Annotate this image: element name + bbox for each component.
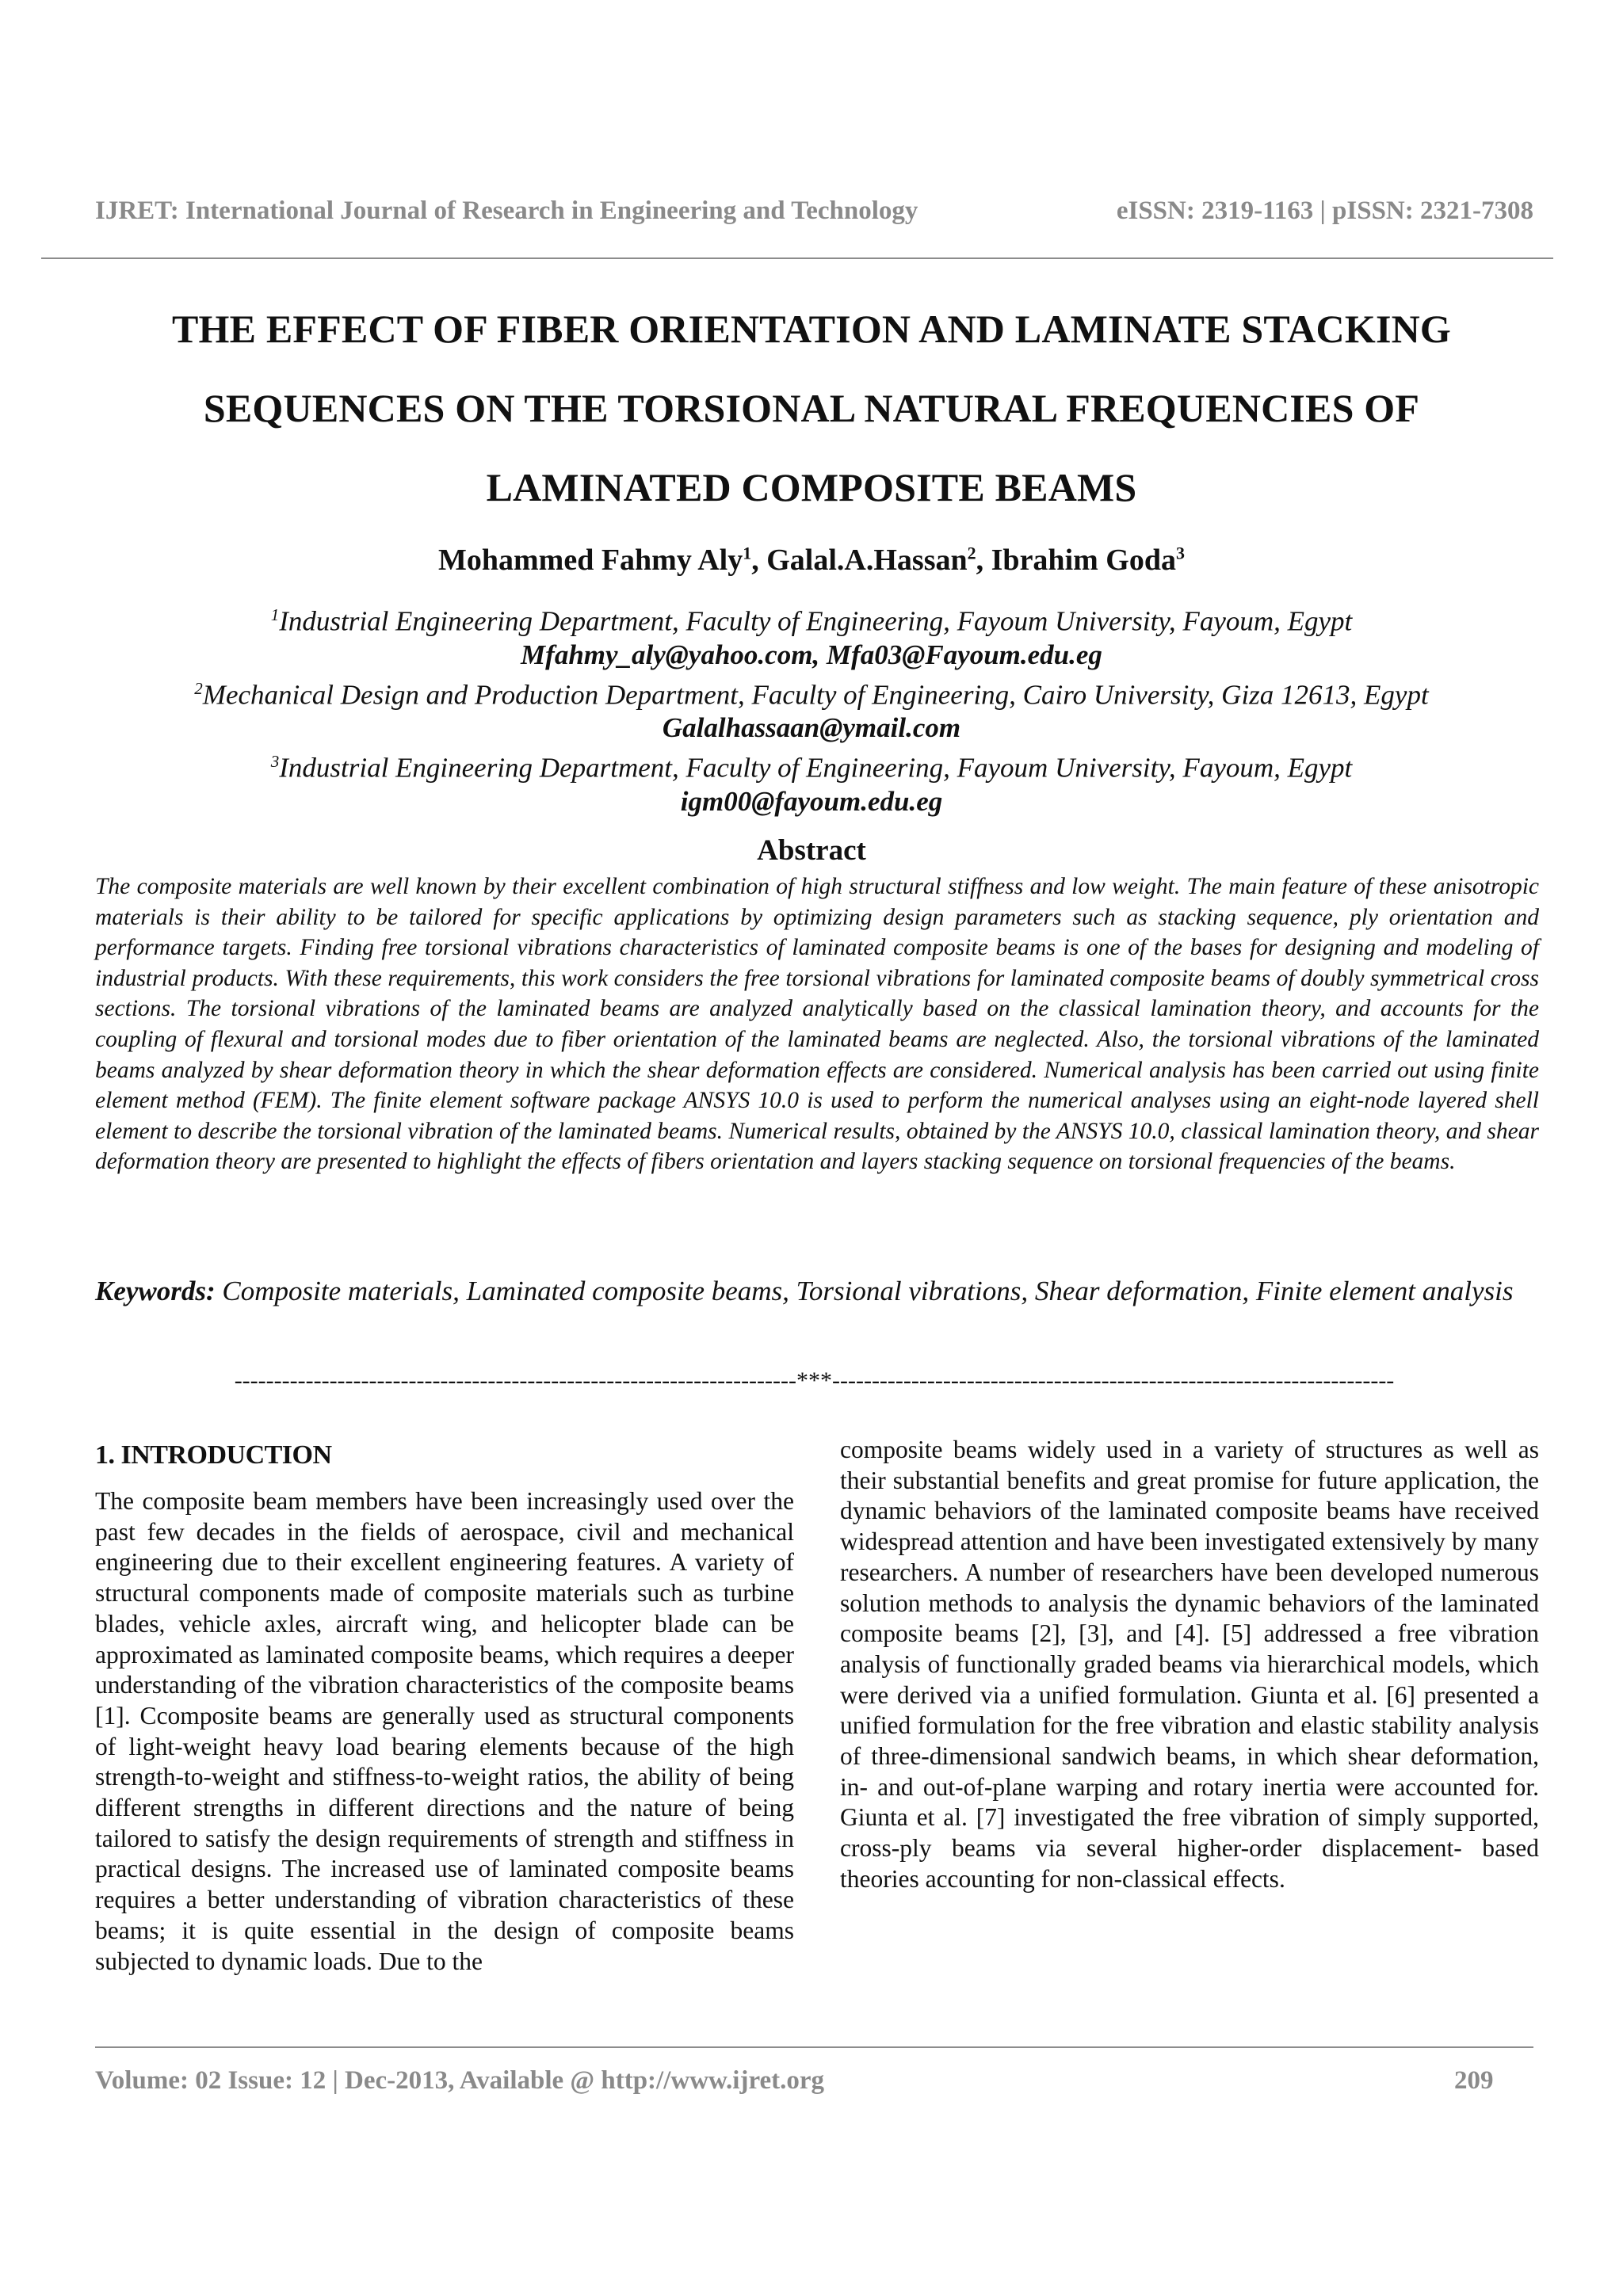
author-name: Galal.A.Hassan bbox=[766, 543, 968, 577]
title-line-1: THE EFFECT OF FIBER ORIENTATION AND LAMINATE STACKING bbox=[171, 307, 1452, 351]
introduction-text-right: composite beams widely used in a variety of structures as well as their substantial benefits and great promise for future application, the dynamic behaviors of the laminated composite beams have received widespread attention and have been investigated extensively by many researchers. A number of researchers have been developed numerous solution methods to analysis the dynamic behaviors of the laminated composite beams [2], [3], and [4]. [5] addressed a free vibration analysis of functionally graded beams via hierarchical models, which were derived via a unified formulation. Giunta et al. [6] presented a unified formulation for the free vibration and elastic stability analysis of three-dimensional sandwich beams, in which shear deformation, in- and out-of-plane warping and rotary inertia were accounted for. Giunta et al. [7] investigated the free vibration of simply supported, cross-ply beams via several higher-order displacement- based theories accounting for non-classical effects. bbox=[840, 1436, 1539, 1893]
author-list bbox=[79, 543, 1544, 578]
affiliation-text: Industrial Engineering Department, Faculty of Engineering, Fayoum University, Fayoum, Egypt bbox=[279, 752, 1353, 784]
author-affiliation-marker: 3 bbox=[1175, 543, 1185, 563]
author-affiliation-marker: 2 bbox=[967, 543, 976, 563]
footer-divider bbox=[95, 2046, 1533, 2048]
affiliation-text: Industrial Engineering Department, Faculty of Engineering, Fayoum University, Fayoum, Egypt bbox=[279, 605, 1353, 637]
keywords-text: Composite materials, Laminated composite beams, Torsional vibrations, Shear deformation, Finite element analysis bbox=[222, 1276, 1514, 1306]
affiliation-marker: 2 bbox=[194, 678, 203, 698]
affiliation-marker: 1 bbox=[270, 605, 280, 624]
abstract-text: The composite materials are well known by their excellent combination of high structural stiffness and low weight. The main feature of these anisotropic materials is their ability to be tailored for specific applications by optimizing design parameters such as stacking sequence, ply orientation and performance targets. Finding free torsional vibrations characteristics of laminated composite beams is one of the bases for designing and modeling of industrial products. With these requirements, this work considers the free torsional vibrations for laminated composite beams of doubly symmetrical cross sections. The torsional vibrations of the laminated beams are analyzed analytically based on the classical lamination theory, and accounts for the coupling of flexural and torsional modes due to fiber orientation of the laminated beams are neglected. Also, the torsional vibrations of the laminated beams analyzed by shear deformation theory in which the shear deformation effects are considered. Numerical analysis has been carried out using finite element method (FEM). The finite element software package ANSYS 10.0 is used to perform the numerical analyses using an eight-node layered shell element to describe the torsional vibration of the laminated beams. Numerical results, obtained by the ANSYS 10.0, classical lamination theory, and shear deformation theory are presented to highlight the effects of fibers orientation and layers stacking sequence on torsional frequencies of the beams. bbox=[95, 874, 1539, 1175]
abstract-body bbox=[95, 871, 1539, 1177]
title-line-3: LAMINATED COMPOSITE BEAMS bbox=[486, 465, 1137, 509]
author-separator: , bbox=[976, 543, 991, 577]
page-number: 209 bbox=[1454, 2066, 1494, 2095]
affiliations bbox=[79, 598, 1544, 818]
header-divider bbox=[41, 257, 1553, 259]
affiliation-marker: 3 bbox=[270, 752, 280, 772]
paper-title bbox=[79, 289, 1544, 527]
left-column bbox=[95, 1440, 794, 1977]
affiliation-2-email: Galalhassaan@ymail.com bbox=[662, 712, 961, 744]
volume-info: Volume: 02 Issue: 12 | Dec-2013, Available @ http://www.ijret.org bbox=[95, 2066, 825, 2095]
keywords-label: Keywords: bbox=[95, 1276, 216, 1306]
right-column bbox=[840, 1435, 1539, 1895]
author-name: Mohammed Fahmy Aly bbox=[438, 543, 743, 577]
abstract-heading: Abstract bbox=[757, 834, 866, 867]
issn-info: eISSN: 2319-1163 | pISSN: 2321-7308 bbox=[1116, 196, 1533, 225]
affiliation-1 bbox=[79, 598, 1544, 639]
author-name: Ibrahim Goda bbox=[991, 543, 1176, 577]
affiliation-2 bbox=[79, 672, 1544, 712]
affiliation-1-email: Mfahmy_aly@yahoo.com, Mfa03@Fayoum.edu.eg bbox=[521, 639, 1102, 670]
section-separator: -----------------------------------------------------------------------***----------------------------------------------------------------------- bbox=[234, 1367, 1395, 1394]
author-affiliation-marker: 1 bbox=[743, 543, 752, 563]
introduction-text-left: The composite beam members have been increasingly used over the past few decades in the fields of aerospace, civil and mechanical engineering due to their excellent engineering features. A variety of structural components made of composite materials such as turbine blades, vehicle axles, aircraft wing, and helicopter blade can be approximated as laminated composite beams, which requires a deeper understanding of the vibration characteristics of the composite beams [1]. Ccomposite beams are generally used as structural components of light-weight heavy load bearing elements because of the high strength-to-weight and stiffness-to-weight ratios, the ability of being different strengths in different directions and the nature of being tailored to satisfy the design requirements of strength and stiffness in practical designs. The increased use of laminated composite beams requires a better understanding of vibration characteristics of these beams; it is quite essential in the design of composite beams subjected to dynamic loads. Due to the bbox=[95, 1487, 794, 1975]
title-line-2: SEQUENCES ON THE TORSIONAL NATURAL FREQUENCIES OF bbox=[203, 386, 1420, 430]
affiliation-3 bbox=[79, 745, 1544, 785]
running-footer bbox=[95, 2066, 1533, 2106]
running-header bbox=[95, 189, 1533, 236]
introduction-heading: 1. INTRODUCTION bbox=[95, 1440, 332, 1470]
author-separator: , bbox=[751, 543, 767, 577]
affiliation-3-email: igm00@fayoum.edu.eg bbox=[680, 785, 943, 817]
affiliation-text: Mechanical Design and Production Department, Faculty of Engineering, Cairo University, Giza 12613, Egypt bbox=[202, 679, 1429, 711]
keywords bbox=[95, 1264, 1539, 1318]
journal-name: IJRET: International Journal of Research in Engineering and Technology bbox=[95, 196, 918, 225]
